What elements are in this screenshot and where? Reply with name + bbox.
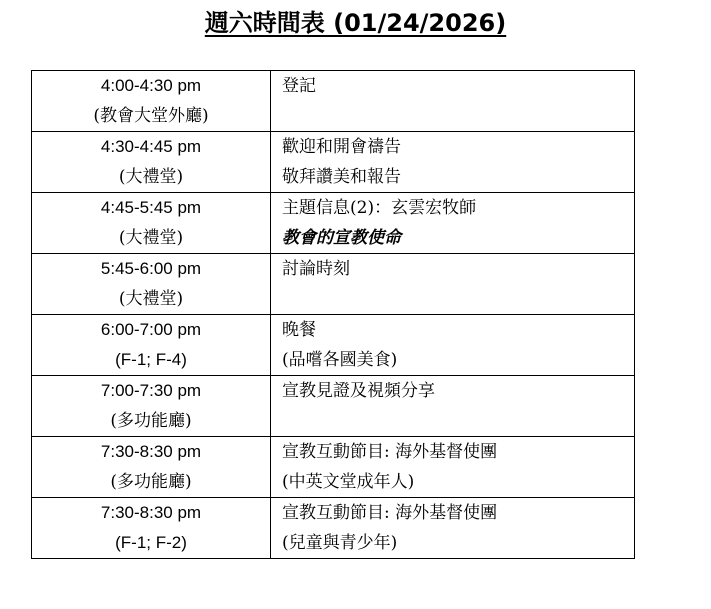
- table-row: [32, 376, 635, 437]
- description-cell: [271, 132, 635, 193]
- activity-title: 宣教見證及視頻分享: [282, 381, 435, 401]
- time-range: 5:45-6:00 pm: [100, 259, 202, 278]
- location-label: (大禮堂): [118, 228, 184, 248]
- location-label: (F-1; F-4): [115, 350, 187, 369]
- time-cell: [32, 315, 271, 376]
- table-row: [32, 315, 635, 376]
- activity-detail: (兒童與青少年): [282, 533, 398, 553]
- table-row: [32, 71, 635, 132]
- table-row: [32, 254, 635, 315]
- activity-title: 討論時刻: [282, 259, 350, 279]
- time-cell: [32, 498, 271, 559]
- activity-detail: (品嚐各國美食): [282, 350, 398, 370]
- activity-detail: 敬拜讚美和報告: [282, 167, 401, 187]
- table-row: [32, 193, 635, 254]
- activity-detail: [282, 406, 634, 436]
- page-title: 週六時間表 (01/24/2026): [204, 9, 507, 37]
- table-row: [32, 498, 635, 559]
- location-label: (F-1; F-2): [115, 533, 187, 552]
- time-range: 7:30-8:30 pm: [100, 503, 202, 522]
- activity-title: 宣教互動節目: 海外基督使團: [282, 503, 498, 523]
- activity-title: 歡迎和開會禱告: [282, 137, 401, 157]
- time-range: 4:45-5:45 pm: [100, 198, 202, 217]
- time-cell: [32, 132, 271, 193]
- time-range: 7:00-7:30 pm: [100, 381, 202, 400]
- activity-title: 主題信息(2)：玄雲宏牧師: [282, 198, 477, 218]
- table-row: [32, 437, 635, 498]
- time-range: 4:00-4:30 pm: [100, 76, 202, 95]
- time-cell: [32, 254, 271, 315]
- activity-detail: [282, 101, 634, 131]
- time-range: 7:30-8:30 pm: [100, 442, 202, 461]
- time-cell: [32, 193, 271, 254]
- time-cell: [32, 376, 271, 437]
- table-row: [32, 132, 635, 193]
- activity-detail: (中英文堂成年人): [282, 472, 415, 492]
- location-label: (大禮堂): [118, 167, 184, 187]
- description-cell: [271, 498, 635, 559]
- description-cell: [271, 376, 635, 437]
- description-cell: [271, 254, 635, 315]
- time-range: 6:00-7:00 pm: [100, 320, 202, 339]
- activity-title: 晚餐: [282, 320, 316, 340]
- time-range: 4:30-4:45 pm: [100, 137, 202, 156]
- location-label: (多功能廳): [110, 472, 192, 492]
- description-cell: [271, 437, 635, 498]
- description-cell: [271, 315, 635, 376]
- sermon-topic: 教會的宣教使命: [282, 228, 401, 248]
- activity-title: 宣教互動節目: 海外基督使團: [282, 442, 498, 462]
- time-cell: [32, 71, 271, 132]
- schedule-table: [31, 70, 635, 559]
- activity-title: 登記: [282, 76, 316, 96]
- description-cell: [271, 71, 635, 132]
- time-cell: [32, 437, 271, 498]
- activity-detail: [282, 284, 634, 314]
- location-label: (教會大堂外廳): [93, 106, 209, 126]
- description-cell: [271, 193, 635, 254]
- location-label: (大禮堂): [118, 289, 184, 309]
- location-label: (多功能廳): [110, 411, 192, 431]
